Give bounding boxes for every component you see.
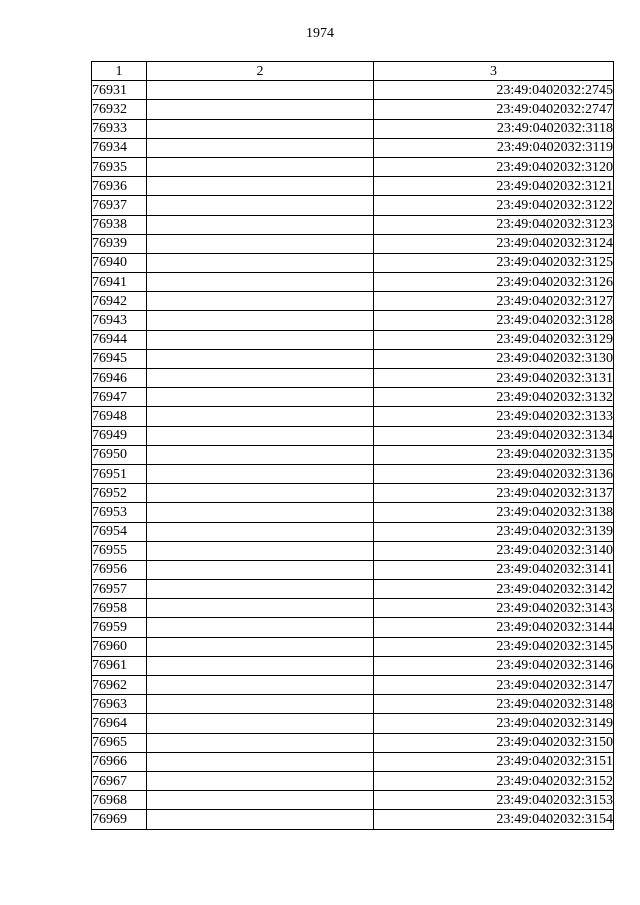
row-name-cell xyxy=(147,503,374,522)
table-row xyxy=(92,810,614,829)
row-number-cell: 76935 xyxy=(92,157,147,176)
row-name-cell xyxy=(147,484,374,503)
row-number-cell: 76965 xyxy=(92,733,147,752)
row-name-cell xyxy=(147,196,374,215)
row-cadastral-cell: 23:49:0402032:3122 xyxy=(374,196,614,215)
row-name-cell xyxy=(147,522,374,541)
row-number-cell: 76946 xyxy=(92,369,147,388)
column-header-1: 1 xyxy=(92,62,147,81)
row-name-cell xyxy=(147,464,374,483)
row-cadastral-cell: 23:49:0402032:3128 xyxy=(374,311,614,330)
row-cadastral-cell: 23:49:0402032:3144 xyxy=(374,618,614,637)
row-number-cell: 76941 xyxy=(92,273,147,292)
row-name-cell xyxy=(147,177,374,196)
table-row xyxy=(92,484,614,503)
row-cadastral-cell: 23:49:0402032:3143 xyxy=(374,599,614,618)
table-row xyxy=(92,695,614,714)
row-cadastral-cell: 23:49:0402032:3150 xyxy=(374,733,614,752)
row-number-cell: 76951 xyxy=(92,464,147,483)
row-cadastral-cell: 23:49:0402032:3147 xyxy=(374,676,614,695)
row-number-cell: 76968 xyxy=(92,791,147,810)
row-name-cell xyxy=(147,311,374,330)
row-number-cell: 76940 xyxy=(92,253,147,272)
row-cadastral-cell: 23:49:0402032:3132 xyxy=(374,388,614,407)
table-header xyxy=(92,62,614,81)
row-number-cell: 76932 xyxy=(92,100,147,119)
row-name-cell xyxy=(147,330,374,349)
row-cadastral-cell: 23:49:0402032:2745 xyxy=(374,81,614,100)
row-number-cell: 76969 xyxy=(92,810,147,829)
data-table xyxy=(91,61,614,830)
row-name-cell xyxy=(147,369,374,388)
table-row xyxy=(92,560,614,579)
row-number-cell: 76945 xyxy=(92,349,147,368)
row-cadastral-cell: 23:49:0402032:3123 xyxy=(374,215,614,234)
row-cadastral-cell: 23:49:0402032:3151 xyxy=(374,752,614,771)
row-number-cell: 76947 xyxy=(92,388,147,407)
table-row xyxy=(92,388,614,407)
row-number-cell: 76933 xyxy=(92,119,147,138)
row-name-cell xyxy=(147,273,374,292)
row-number-cell: 76938 xyxy=(92,215,147,234)
table-row xyxy=(92,752,614,771)
row-name-cell xyxy=(147,618,374,637)
table-row xyxy=(92,138,614,157)
row-name-cell xyxy=(147,388,374,407)
table-row xyxy=(92,253,614,272)
row-name-cell xyxy=(147,407,374,426)
row-cadastral-cell: 23:49:0402032:3125 xyxy=(374,253,614,272)
row-name-cell xyxy=(147,676,374,695)
table-row xyxy=(92,81,614,100)
header-row xyxy=(92,62,614,81)
column-header-3: 3 xyxy=(374,62,614,81)
row-cadastral-cell: 23:49:0402032:3121 xyxy=(374,177,614,196)
row-cadastral-cell: 23:49:0402032:3149 xyxy=(374,714,614,733)
table-row xyxy=(92,522,614,541)
table-row xyxy=(92,196,614,215)
row-name-cell xyxy=(147,234,374,253)
row-cadastral-cell: 23:49:0402032:3152 xyxy=(374,771,614,790)
row-number-cell: 76954 xyxy=(92,522,147,541)
row-cadastral-cell: 23:49:0402032:3138 xyxy=(374,503,614,522)
row-name-cell xyxy=(147,426,374,445)
row-cadastral-cell: 23:49:0402032:3124 xyxy=(374,234,614,253)
row-number-cell: 76936 xyxy=(92,177,147,196)
row-cadastral-cell: 23:49:0402032:3131 xyxy=(374,369,614,388)
table-row xyxy=(92,541,614,560)
row-number-cell: 76949 xyxy=(92,426,147,445)
table-row xyxy=(92,234,614,253)
row-name-cell xyxy=(147,656,374,675)
table-row xyxy=(92,791,614,810)
table-row xyxy=(92,426,614,445)
table-row xyxy=(92,311,614,330)
row-number-cell: 76963 xyxy=(92,695,147,714)
table-row xyxy=(92,676,614,695)
row-number-cell: 76966 xyxy=(92,752,147,771)
row-number-cell: 76943 xyxy=(92,311,147,330)
row-cadastral-cell: 23:49:0402032:3153 xyxy=(374,791,614,810)
table-row xyxy=(92,599,614,618)
row-number-cell: 76939 xyxy=(92,234,147,253)
row-cadastral-cell: 23:49:0402032:3154 xyxy=(374,810,614,829)
row-number-cell: 76956 xyxy=(92,560,147,579)
row-name-cell xyxy=(147,253,374,272)
row-cadastral-cell: 23:49:0402032:3120 xyxy=(374,157,614,176)
row-cadastral-cell: 23:49:0402032:3141 xyxy=(374,560,614,579)
table-body xyxy=(92,81,614,829)
row-name-cell xyxy=(147,810,374,829)
row-number-cell: 76937 xyxy=(92,196,147,215)
column-header-2: 2 xyxy=(147,62,374,81)
row-name-cell xyxy=(147,157,374,176)
row-name-cell xyxy=(147,580,374,599)
row-cadastral-cell: 23:49:0402032:3135 xyxy=(374,445,614,464)
row-number-cell: 76953 xyxy=(92,503,147,522)
table-row xyxy=(92,273,614,292)
table-row xyxy=(92,771,614,790)
row-number-cell: 76964 xyxy=(92,714,147,733)
row-cadastral-cell: 23:49:0402032:3148 xyxy=(374,695,614,714)
row-number-cell: 76959 xyxy=(92,618,147,637)
table-row xyxy=(92,407,614,426)
row-number-cell: 76955 xyxy=(92,541,147,560)
row-name-cell xyxy=(147,292,374,311)
row-cadastral-cell: 23:49:0402032:3140 xyxy=(374,541,614,560)
row-number-cell: 76957 xyxy=(92,580,147,599)
row-cadastral-cell: 23:49:0402032:3136 xyxy=(374,464,614,483)
row-cadastral-cell: 23:49:0402032:3146 xyxy=(374,656,614,675)
row-number-cell: 76960 xyxy=(92,637,147,656)
row-number-cell: 76967 xyxy=(92,771,147,790)
row-number-cell: 76952 xyxy=(92,484,147,503)
table-row xyxy=(92,464,614,483)
row-number-cell: 76961 xyxy=(92,656,147,675)
row-cadastral-cell: 23:49:0402032:3126 xyxy=(374,273,614,292)
row-name-cell xyxy=(147,81,374,100)
page-number: 1974 xyxy=(306,26,334,41)
row-name-cell xyxy=(147,637,374,656)
row-name-cell xyxy=(147,138,374,157)
row-cadastral-cell: 23:49:0402032:3130 xyxy=(374,349,614,368)
table-row xyxy=(92,177,614,196)
row-number-cell: 76934 xyxy=(92,138,147,157)
table-row xyxy=(92,349,614,368)
row-name-cell xyxy=(147,100,374,119)
table-row xyxy=(92,656,614,675)
row-number-cell: 76944 xyxy=(92,330,147,349)
table-row xyxy=(92,330,614,349)
row-name-cell xyxy=(147,541,374,560)
row-cadastral-cell: 23:49:0402032:3119 xyxy=(374,138,614,157)
table-row xyxy=(92,637,614,656)
table-row xyxy=(92,445,614,464)
row-cadastral-cell: 23:49:0402032:3133 xyxy=(374,407,614,426)
row-number-cell: 76958 xyxy=(92,599,147,618)
row-name-cell xyxy=(147,445,374,464)
row-cadastral-cell: 23:49:0402032:3137 xyxy=(374,484,614,503)
row-cadastral-cell: 23:49:0402032:3134 xyxy=(374,426,614,445)
row-name-cell xyxy=(147,215,374,234)
row-cadastral-cell: 23:49:0402032:3145 xyxy=(374,637,614,656)
table-row xyxy=(92,292,614,311)
row-number-cell: 76942 xyxy=(92,292,147,311)
table-row xyxy=(92,119,614,138)
row-cadastral-cell: 23:49:0402032:2747 xyxy=(374,100,614,119)
row-name-cell xyxy=(147,119,374,138)
row-number-cell: 76950 xyxy=(92,445,147,464)
table-row xyxy=(92,618,614,637)
row-number-cell: 76962 xyxy=(92,676,147,695)
row-name-cell xyxy=(147,349,374,368)
row-cadastral-cell: 23:49:0402032:3127 xyxy=(374,292,614,311)
table-row xyxy=(92,369,614,388)
row-name-cell xyxy=(147,695,374,714)
row-name-cell xyxy=(147,752,374,771)
row-cadastral-cell: 23:49:0402032:3139 xyxy=(374,522,614,541)
row-name-cell xyxy=(147,733,374,752)
table-row xyxy=(92,503,614,522)
table-row xyxy=(92,157,614,176)
table-row xyxy=(92,733,614,752)
table-row xyxy=(92,215,614,234)
row-cadastral-cell: 23:49:0402032:3142 xyxy=(374,580,614,599)
row-number-cell: 76948 xyxy=(92,407,147,426)
row-name-cell xyxy=(147,560,374,579)
row-name-cell xyxy=(147,599,374,618)
row-cadastral-cell: 23:49:0402032:3118 xyxy=(374,119,614,138)
row-name-cell xyxy=(147,771,374,790)
table-row xyxy=(92,580,614,599)
row-number-cell: 76931 xyxy=(92,81,147,100)
row-cadastral-cell: 23:49:0402032:3129 xyxy=(374,330,614,349)
table-row xyxy=(92,714,614,733)
table-row xyxy=(92,100,614,119)
row-name-cell xyxy=(147,791,374,810)
row-name-cell xyxy=(147,714,374,733)
